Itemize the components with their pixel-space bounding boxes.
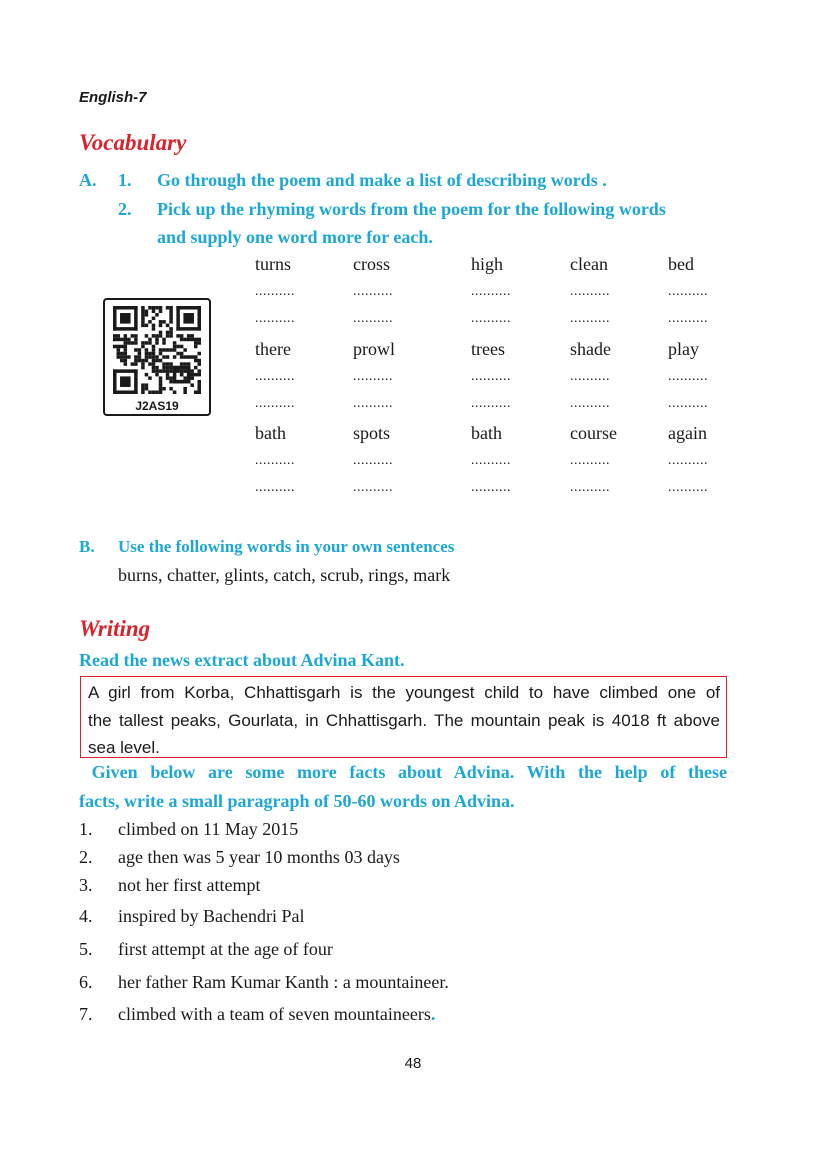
answer-blank: .......... — [668, 369, 708, 384]
answer-blank: .......... — [570, 453, 610, 468]
answer-blank: .......... — [668, 396, 708, 411]
qr-code-icon — [113, 306, 201, 394]
rhyme-word: turns — [255, 254, 291, 274]
answer-blank: .......... — [668, 311, 708, 326]
rhyme-word: clean — [570, 254, 608, 274]
answer-blank: .......... — [471, 480, 511, 495]
fact-text — [118, 972, 449, 993]
fact-number: 3. — [79, 875, 93, 895]
fact-text-content: climbed on 11 May 2015 — [118, 819, 299, 839]
fact-text — [118, 875, 260, 896]
final-period: . — [430, 1004, 436, 1024]
rhyme-word: shade — [570, 339, 611, 359]
answer-blank: .......... — [255, 480, 295, 495]
news-line-1: A girl from Korba, Chhattisgarh is the youngest child to have climbed one of — [88, 683, 720, 702]
page-number: 48 — [404, 1055, 422, 1072]
qr-code — [103, 298, 211, 416]
answer-blank: .......... — [353, 311, 393, 326]
news-line-3: sea level. — [88, 738, 160, 757]
fact-text-content: age then was 5 year 10 months 03 days — [118, 847, 400, 867]
rhyme-word: trees — [471, 339, 505, 359]
fact-text-content: climbed with a team of seven mountaineers — [118, 1004, 431, 1024]
fact-text — [118, 906, 304, 927]
question-2-line-2: and supply one word more for each. — [157, 227, 433, 247]
question-2-number: 2. — [118, 199, 132, 219]
answer-blank: .......... — [353, 284, 393, 299]
rhyme-word: spots — [353, 423, 391, 443]
fact-text-content: her father Ram Kumar Kanth : a mountaineer. — [118, 972, 449, 992]
question-1-number: 1. — [118, 170, 132, 190]
answer-blank: .......... — [255, 284, 295, 299]
rhyme-word: again — [668, 423, 707, 443]
answer-blank: .......... — [570, 396, 610, 411]
writing-prompt-line-1: Given below are some more facts about Advina. With the help of these — [79, 762, 727, 782]
answer-blank: .......... — [570, 369, 610, 384]
fact-text — [118, 847, 400, 868]
section-b-instruction: Use the following words in your own sentences — [118, 537, 455, 556]
rhyme-word: play — [668, 339, 699, 359]
answer-blank: .......... — [471, 453, 511, 468]
answer-blank: .......... — [570, 480, 610, 495]
answer-blank: .......... — [668, 480, 708, 495]
answer-blank: .......... — [471, 311, 511, 326]
fact-number: 5. — [79, 939, 93, 959]
rhyme-word: bath — [255, 423, 286, 443]
answer-blank: .......... — [668, 284, 708, 299]
rhyme-word: bath — [471, 423, 502, 443]
fact-number: 7. — [79, 1004, 93, 1024]
answer-blank: .......... — [668, 453, 708, 468]
question-1-text: Go through the poem and make a list of describing words . — [157, 170, 607, 190]
rhyme-word: course — [570, 423, 617, 443]
answer-blank: .......... — [255, 396, 295, 411]
fact-number: 6. — [79, 972, 93, 992]
rhyme-word: prowl — [353, 339, 395, 359]
rhyme-word: high — [471, 254, 504, 274]
fact-text-content: not her first attempt — [118, 875, 261, 895]
answer-blank: .......... — [471, 369, 511, 384]
vocabulary-title: Vocabulary — [79, 130, 187, 155]
writing-prompt-line-2: facts, write a small paragraph of 50-60 words on Advina. — [79, 791, 515, 811]
answer-blank: .......... — [471, 396, 511, 411]
fact-text-content: inspired by Bachendri Pal — [118, 906, 305, 926]
rhyme-word: cross — [353, 254, 390, 274]
answer-blank: .......... — [255, 453, 295, 468]
writing-instruction: Read the news extract about Advina Kant. — [79, 650, 405, 670]
news-line-2: the tallest peaks, Gourlata, in Chhattisgarh. The mountain peak is 4018 ft above — [88, 710, 720, 730]
answer-blank: .......... — [353, 453, 393, 468]
qr-code-label: J2AS19 — [135, 399, 179, 413]
fact-text — [118, 1004, 435, 1025]
writing-title: Writing — [79, 616, 151, 641]
book-header: English-7 — [79, 89, 147, 106]
fact-number: 4. — [79, 906, 93, 926]
section-a-label: A. — [79, 170, 97, 190]
question-2-line-1: Pick up the rhyming words from the poem for the following words — [157, 199, 666, 219]
answer-blank: .......... — [255, 369, 295, 384]
fact-text — [118, 819, 298, 840]
answer-blank: .......... — [353, 369, 393, 384]
section-b-word-list: burns, chatter, glints, catch, scrub, rings, mark — [118, 565, 451, 585]
answer-blank: .......... — [353, 480, 393, 495]
answer-blank: .......... — [471, 284, 511, 299]
news-extract-box — [80, 676, 727, 758]
fact-text — [118, 939, 333, 960]
rhyme-word: bed — [668, 254, 694, 274]
answer-blank: .......... — [570, 311, 610, 326]
fact-number: 2. — [79, 847, 93, 867]
fact-text-content: first attempt at the age of four — [118, 939, 333, 959]
answer-blank: .......... — [255, 311, 295, 326]
answer-blank: .......... — [570, 284, 610, 299]
section-b-label: B. — [79, 537, 95, 556]
fact-number: 1. — [79, 819, 93, 839]
answer-blank: .......... — [353, 396, 393, 411]
rhyme-word: there — [255, 339, 291, 359]
